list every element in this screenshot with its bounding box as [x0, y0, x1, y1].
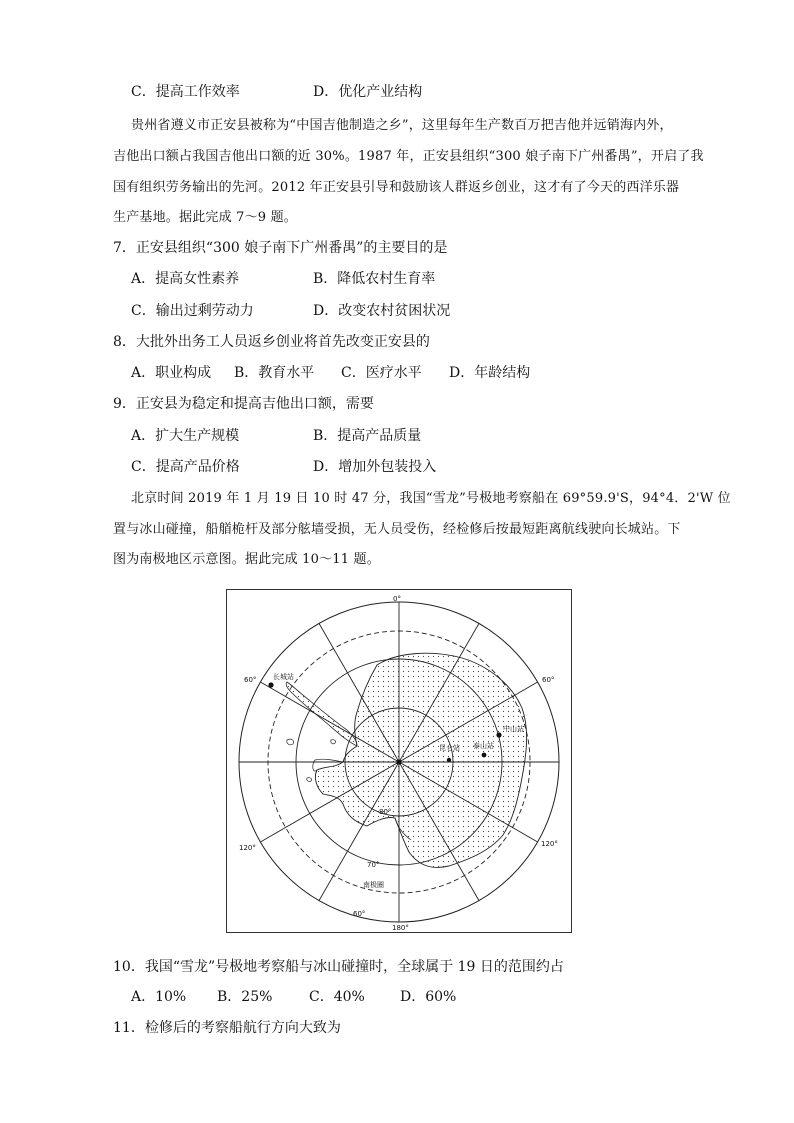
q9-option-b: B．提高产品质量	[313, 428, 422, 444]
label-zhongshan-station: 中山站	[503, 725, 524, 733]
changcheng-station-dot	[268, 682, 273, 687]
q8-option-a: A．职业构成	[131, 365, 212, 381]
q8-option-b: B．教育水平	[234, 365, 315, 381]
q7-option-d: D．改变农村贫困状况	[313, 303, 451, 319]
q8-option-c: C．医疗水平	[341, 365, 422, 381]
passage1-line-1: 贵州省遵义市正安县被称为“中国吉他制造之乡”，这里每年生产数百万把吉他并远销海内外，	[131, 118, 673, 133]
kunlun-station-dot	[447, 758, 451, 762]
label-lon-180: 180°	[392, 924, 409, 932]
island	[287, 739, 294, 745]
passage2-line-1: 北京时间 2019 年 1 月 19 日 10 时 47 分，我国“雪龙”号极地考察船在 69°59.9'S，94°4．2'W 位	[131, 491, 731, 506]
label-changcheng-station: 长城站	[273, 673, 294, 681]
antarctica-map	[226, 589, 572, 933]
label-taishan-station: 泰山站	[473, 742, 494, 750]
passage1-line-3: 国有组织劳务输出的先河。2012 年正安县引导和鼓励该人群返乡创业，这才有了今天的西洋乐器	[113, 180, 680, 195]
antarctic-peninsula	[286, 682, 357, 746]
label-lat-80: 80°	[379, 808, 392, 816]
q7-option-a: A．提高女性素养	[131, 271, 240, 287]
q10-option-d: D．60%	[400, 989, 457, 1005]
q10-option-c: C．40%	[309, 989, 365, 1005]
label-lon-60-left: 60°	[244, 676, 257, 684]
taishan-station-dot	[482, 753, 487, 758]
label-lon-60-right: 60°	[542, 676, 555, 684]
label-lon-120-right: 120°	[541, 840, 558, 848]
island	[331, 740, 336, 744]
q10-option-a: A．10%	[131, 989, 187, 1005]
label-kunlun-station: 昆仑站	[439, 744, 460, 752]
q8-option-d: D．年龄结构	[449, 365, 531, 381]
passage1-line-2: 吉他出口额占我国吉他出口额的近 30%。1987 年，正安县组织“300 娘子南下广州番禺”，开启了我	[113, 149, 704, 164]
q7-option-c: C．输出过剩劳动力	[131, 303, 254, 319]
q9-option-a: A．扩大生产规模	[131, 428, 240, 444]
q10-stem: 10．我国“雪龙”号极地考察船与冰山碰撞时，全球属于 19 日的范围约占	[113, 959, 564, 975]
q9-option-d: D．增加外包装投入	[313, 459, 437, 475]
antarctica-map-svg	[227, 590, 571, 932]
q11-stem: 11．检修后的考察船航行方向大致为	[113, 1020, 341, 1036]
passage2-line-2: 置与冰山碰撞，船艏桅杆及部分舷墙受损，无人员受伤，经检修后按最短距离航线驶向长城站。下	[113, 522, 681, 537]
q9-option-c: C．提高产品价格	[131, 459, 240, 475]
antarctica-landmass	[315, 653, 526, 867]
q7-option-b: B．降低农村生育率	[313, 271, 436, 287]
passage2-line-3: 图为南极地区示意图。据此完成 10～11 题。	[113, 552, 380, 567]
label-lon-120-left: 120°	[239, 844, 256, 852]
island	[307, 778, 312, 782]
label-lat-70: 70°	[367, 861, 380, 869]
q6-option-d: D．优化产业结构	[313, 84, 423, 100]
q9-stem: 9．正安县为稳定和提高吉他出口额，需要	[113, 396, 374, 412]
label-antarctic-circle: 南极圈	[363, 881, 384, 889]
q8-stem: 8．大批外出务工人员返乡创业将首先改变正安县的	[113, 334, 430, 350]
label-lon-0: 0°	[393, 595, 401, 603]
q7-stem: 7．正安县组织“300 娘子南下广州番禺”的主要目的是	[113, 240, 448, 256]
passage1-line-4: 生产基地。据此完成 7～9 题。	[113, 210, 298, 225]
south-pole-dot	[396, 759, 401, 764]
label-lat-60: 60°	[353, 910, 366, 918]
q6-option-c: C．提高工作效率	[131, 84, 240, 100]
q10-option-b: B．25%	[217, 989, 273, 1005]
zhongshan-station-dot	[496, 732, 501, 737]
